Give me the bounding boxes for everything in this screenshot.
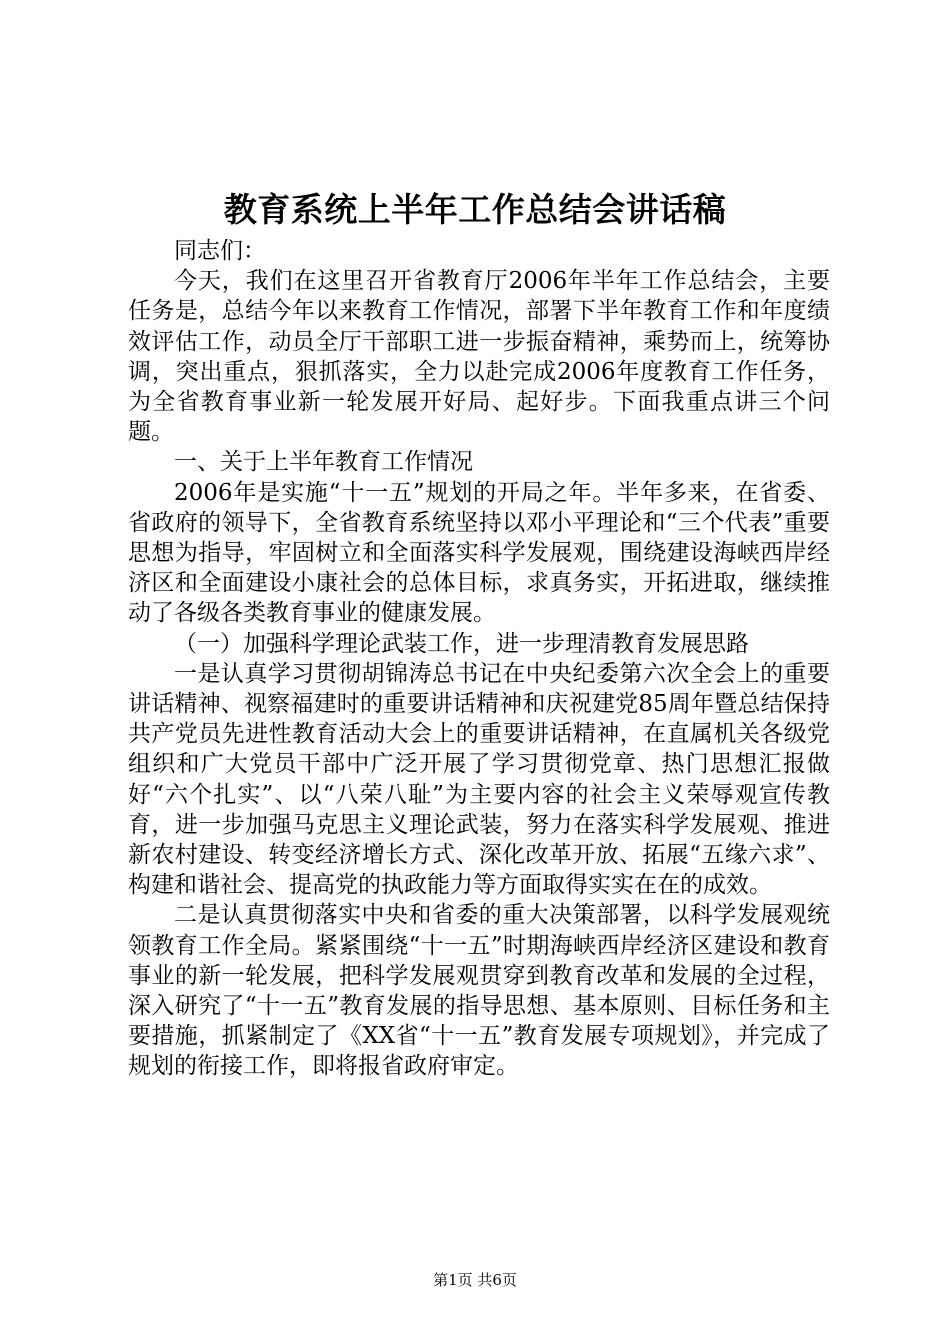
paragraph-salutation: 同志们： (174, 238, 266, 264)
paragraph-point-two: 二是认真贯彻落实中央和省委的重大决策部署，以科学发展观统领教育工作全局。紧紧围绕“十一五”时期海峡西岸经济区建设和教育事业的新一轮发展，把科学发展观贯穿到教育改革和发展的全过程，深入研究了“十一五”教育发展的指导思想、基本原则、目标任务和主要措施，抓紧制定了《XX省“十一五”教育发展专项规划》，并完成了规划的衔接工作，即将报省政府审定。 (128, 902, 830, 1080)
document-body (128, 236, 830, 1082)
paragraph-point-one: 一是认真学习贯彻胡锦涛总书记在中央纪委第六次全会上的重要讲话精神、视察福建时的重要讲话精神和庆祝建党85周年暨总结保持共产党员先进性教育活动大会上的重要讲话精神，在直属机关各级党组织和广大党员干部中广泛开展了学习贯彻党章、热门思想汇报做好“六个扎实”、以“八荣八耻”为主要内容的社会主义荣辱观宣传教育，进一步加强马克思主义理论武装，努力在落实科学发展观、推进新农村建设、转变经济增长方式、深化改革开放、拓展“五缘六求”、构建和谐社会、提高党的执政能力等方面取得实实在在的成效。 (128, 660, 830, 899)
page-footer: 第1页 共6页 (433, 1271, 517, 1289)
subsection-heading: （一）加强科学理论武装工作，进一步理清教育发展思路 (174, 630, 749, 657)
section-heading: 一、关于上半年教育工作情况 (174, 449, 473, 476)
document-title: 教育系统上半年工作总结会讲话稿 (223, 190, 727, 229)
paragraph-intro: 今天，我们在这里召开省教育厅2006年半年工作总结会，主要任务是，总结今年以来教育工作情况，部署下半年教育工作和年度绩效评估工作，动员全厅干部职工进一步振奋精神，乘势而上，统筹协调，突出重点，狠抓落实，全力以赴完成2006年度教育工作任务，为全省教育事业新一轮发展开好局、起好步。下面我重点讲三个问题。 (128, 268, 830, 446)
paragraph-overview: 2006年是实施“十一五”规划的开局之年。半年多来，在省委、省政府的领导下，全省教育系统坚持以邓小平理论和“三个代表”重要思想为指导，牢固树立和全面落实科学发展观，围绕建设海峡西岸经济区和全面建设小康社会的总体目标，求真务实，开拓进取，继续推动了各级各类教育事业的健康发展。 (128, 479, 830, 627)
